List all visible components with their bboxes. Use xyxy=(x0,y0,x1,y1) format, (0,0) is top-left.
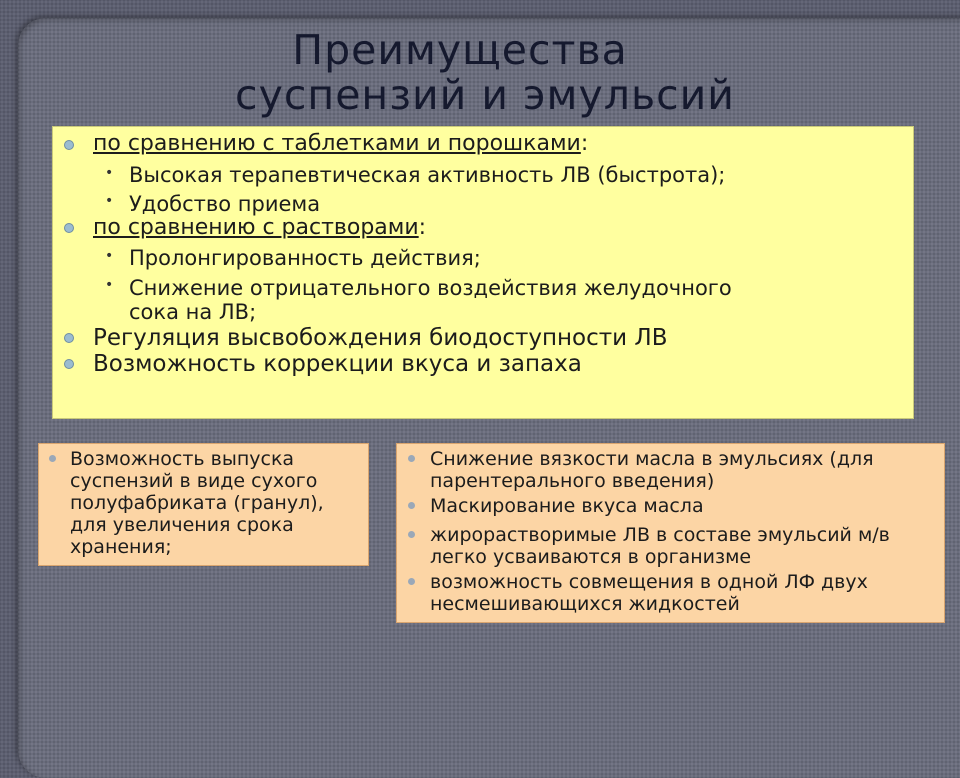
text-line: полуфабриката (гранул), xyxy=(70,492,324,514)
bullet-icon xyxy=(64,333,74,343)
emulsion-item-fat-soluble xyxy=(430,524,890,568)
heading-colon: : xyxy=(418,215,427,240)
bullet-icon xyxy=(64,140,74,150)
title-line-1: Преимущества xyxy=(292,26,628,74)
list-item: Снижение отрицательного воздействия желудочного xyxy=(129,276,732,300)
bullet-icon xyxy=(64,223,74,233)
bullet-icon xyxy=(408,502,415,509)
text-line: Снижение вязкости масла в эмульсиях (для xyxy=(430,448,874,470)
point-taste-correction: Возможность коррекции вкуса и запаха xyxy=(93,351,582,377)
list-item-continuation: сока на ЛВ; xyxy=(129,300,257,324)
text-line: жирорастворимые ЛВ в составе эмульсий м/в xyxy=(430,524,890,546)
bullet-icon xyxy=(408,455,415,462)
suspension-advantages-box xyxy=(38,443,369,566)
list-item: Удобство приема xyxy=(129,192,321,216)
sub-bullet-icon: • xyxy=(105,193,114,209)
text-line: суспензий в виде сухого xyxy=(70,470,318,492)
list-item: Высокая терапевтическая активность ЛВ (быстрота); xyxy=(129,163,726,187)
group-heading-tablets-text: по сравнению с таблетками и порошками xyxy=(93,131,581,156)
text-line: парентерального введения) xyxy=(430,470,715,492)
text-line: хранения; xyxy=(70,536,172,558)
text-line: Маскирование вкуса масла xyxy=(430,495,704,517)
emulsion-item-combination xyxy=(430,571,868,615)
title-line-2: суспензий и эмульсий xyxy=(235,71,735,119)
bullet-icon xyxy=(408,578,415,585)
group-heading-solutions xyxy=(93,215,426,241)
emulsion-advantages-box xyxy=(396,443,945,623)
heading-colon: : xyxy=(580,131,589,156)
group-heading-solutions-text: по сравнению с растворами xyxy=(93,215,419,240)
group-heading-tablets xyxy=(93,131,588,157)
text-line: легко усваиваются в организме xyxy=(430,546,752,568)
bullet-icon xyxy=(49,455,56,462)
text-line: Возможность выпуска xyxy=(70,448,295,470)
suspension-advantage-text xyxy=(70,448,324,558)
point-bioavailability: Регуляция высвобождения биодоступности ЛВ xyxy=(93,325,668,351)
list-item: Пролонгированность действия; xyxy=(129,246,481,270)
emulsion-item-viscosity xyxy=(430,448,874,492)
sub-bullet-icon: • xyxy=(105,165,114,181)
sub-bullet-icon: • xyxy=(105,248,114,264)
main-advantages-box xyxy=(52,126,914,419)
text-line: для увеличения срока xyxy=(70,514,294,536)
slide-title xyxy=(0,28,960,118)
text-line: несмешивающихся жидкостей xyxy=(430,593,740,615)
emulsion-item-taste xyxy=(430,495,704,517)
bullet-icon xyxy=(408,531,415,538)
bullet-icon xyxy=(64,359,74,369)
sub-bullet-icon: • xyxy=(105,277,114,293)
text-line: возможность совмещения в одной ЛФ двух xyxy=(430,571,868,593)
